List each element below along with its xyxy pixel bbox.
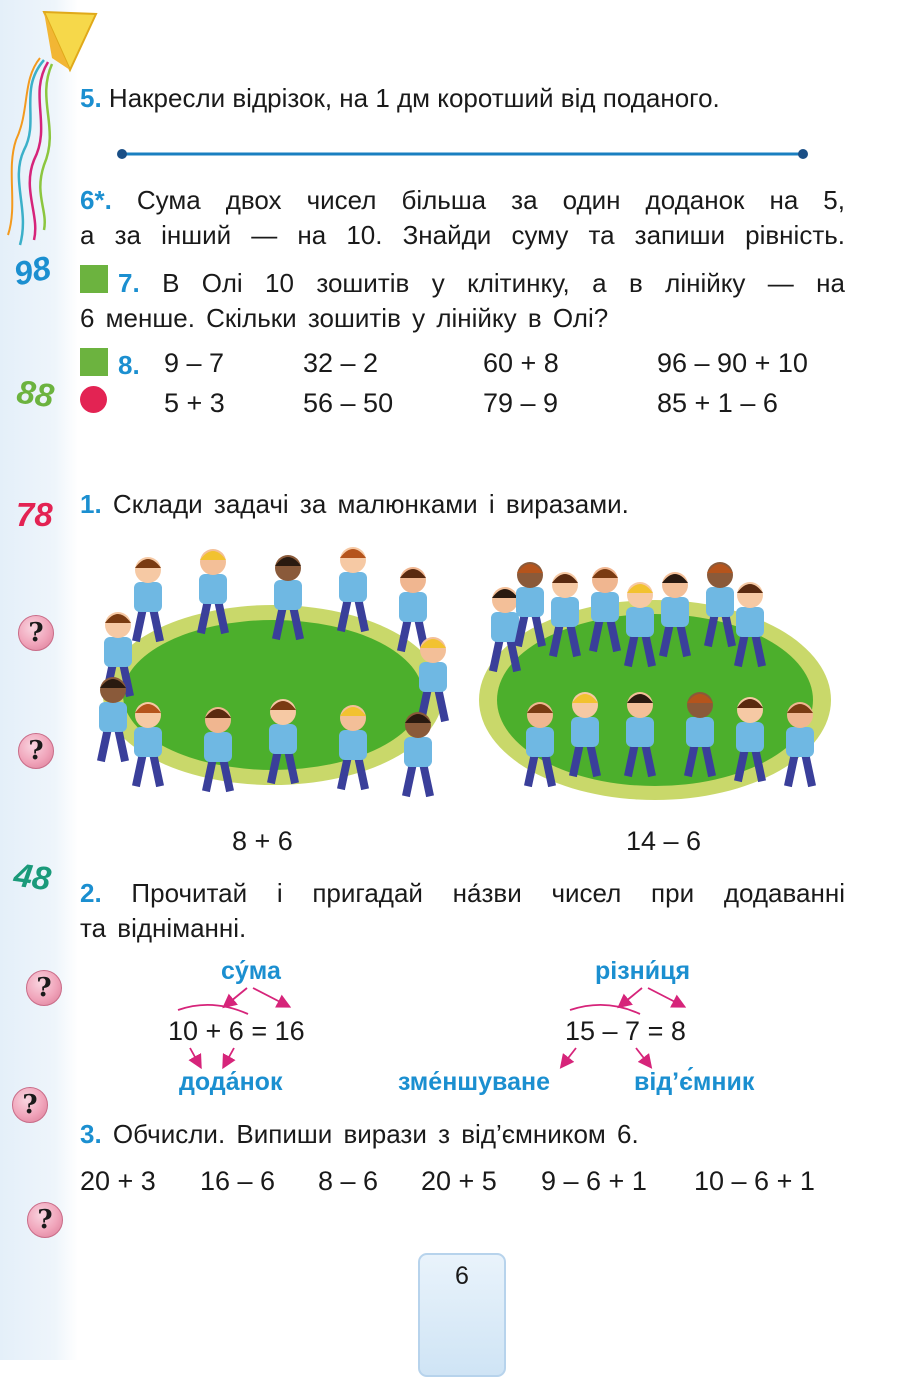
task-text: Накресли відрізок, на 1 дм коротший від поданого.: [108, 83, 720, 113]
addition-equation: 10 + 6 = 16: [168, 1016, 305, 1046]
child-figure: [132, 557, 164, 642]
children-circle-illustration: [88, 540, 458, 820]
expression: 5 + 3: [164, 388, 225, 418]
task-2-line-2: та відніманні.: [80, 913, 247, 943]
child-figure: [97, 677, 129, 762]
difference-label: різни́ця: [595, 957, 691, 985]
task-number: 7.: [118, 268, 140, 298]
question-icon: ?: [27, 1202, 63, 1238]
task-number: 5.: [80, 83, 102, 113]
child-figure: [337, 705, 369, 790]
margin-number-98: 98: [10, 248, 55, 293]
question-icon: ?: [26, 970, 62, 1006]
task-text: Обчисли. Випиши вирази з від’ємником 6.: [112, 1119, 639, 1149]
task-6-line-1: 6*. Сума двох чисел більша за один доданок на 5,: [80, 185, 845, 215]
task-number: 8.: [118, 350, 140, 380]
expression: 96 – 90 + 10: [657, 348, 808, 378]
task-number: 6*.: [80, 185, 112, 215]
task-2-line-1: 2. Прочитай і пригадай на́зви чисел при додаванні: [80, 878, 845, 908]
task-6-line-2: а за інший — на 10. Знайди суму та запиши рівність.: [80, 220, 845, 250]
expression: 8 – 6: [318, 1166, 379, 1196]
expression: 9 – 7: [164, 348, 225, 378]
expression: 60 + 8: [483, 348, 559, 378]
task-3: [80, 1117, 845, 1152]
task-1: [80, 487, 845, 522]
expression: 9 – 6 + 1: [541, 1166, 647, 1196]
task-7-line-1: 7. В Олі 10 зошитів у клітинку, а в лінійку — на: [118, 268, 845, 298]
margin-number-48: 48: [11, 855, 54, 898]
question-icon: ?: [12, 1087, 48, 1123]
expression-left: 8 + 6: [232, 826, 293, 856]
expression: 56 – 50: [303, 388, 394, 418]
task-7-line-2: 6 менше. Скільки зошитів у лінійку в Олі?: [80, 303, 609, 333]
green-square-marker: [80, 265, 108, 293]
expression: 16 – 6: [200, 1166, 276, 1196]
child-figure: [784, 702, 816, 787]
expression: 20 + 5: [421, 1166, 497, 1196]
sum-label: су́ма: [221, 957, 281, 985]
subtraction-equation: 15 – 7 = 8: [565, 1016, 686, 1046]
margin-number-88: 88: [14, 372, 57, 415]
expression: 79 – 9: [483, 388, 559, 418]
task-number: 1.: [80, 489, 102, 519]
expression: 32 – 2: [303, 348, 379, 378]
task-number: 2.: [80, 878, 102, 908]
expression-right: 14 – 6: [626, 826, 702, 856]
question-icon: ?: [18, 733, 54, 769]
expression: 20 + 3: [80, 1166, 156, 1196]
segment-drawing: [112, 144, 814, 164]
page-number: 6: [455, 1262, 469, 1290]
term-arrows: [150, 980, 770, 1070]
task-text: Склади задачі за малюнками і виразами.: [112, 489, 629, 519]
task-number: 3.: [80, 1119, 102, 1149]
child-figure: [402, 712, 434, 797]
child-figure: [397, 567, 429, 652]
task-5: [80, 81, 845, 116]
subtrahend-label: від’є́мник: [634, 1068, 755, 1096]
margin-number-78: 78: [16, 496, 53, 533]
expression: 85 + 1 – 6: [657, 388, 778, 418]
green-square-marker: [80, 348, 108, 376]
addend-label: дода́нок: [179, 1068, 283, 1096]
children-groups-illustration: [465, 540, 845, 820]
minuend-label: зме́ншуване: [398, 1068, 550, 1096]
child-figure: [132, 702, 164, 787]
red-circle-marker: [80, 386, 107, 413]
question-icon: ?: [18, 615, 54, 651]
expression: 10 – 6 + 1: [694, 1166, 815, 1196]
